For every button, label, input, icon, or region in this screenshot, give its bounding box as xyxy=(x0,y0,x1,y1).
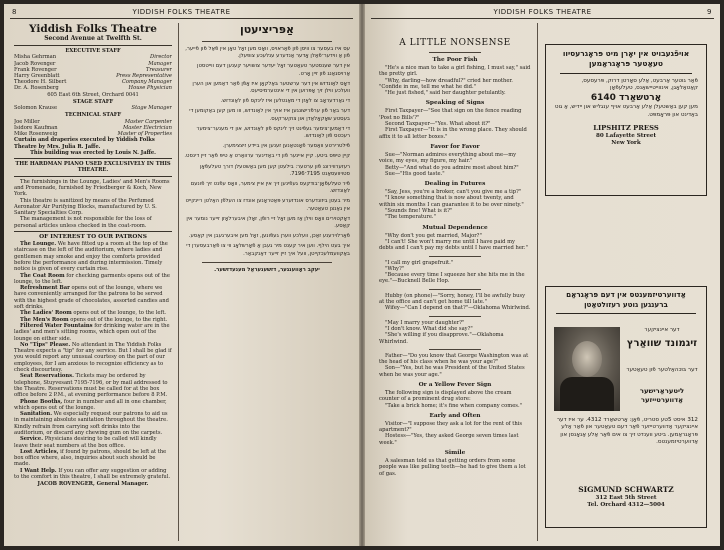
divider xyxy=(14,176,172,177)
ad-person-name: SIGMUND SCHWARTZ xyxy=(578,485,674,494)
joke-heading: Early and Often xyxy=(429,412,481,419)
ad-phone-yiddish: אָרטשאַרד 6140 xyxy=(590,93,662,104)
staff-name: Jacob Rovenger xyxy=(14,60,56,67)
joke-divider xyxy=(429,316,481,317)
joke-line: Sue—"His good taste." xyxy=(385,170,445,177)
patron-item-lead: Seat Reservations. xyxy=(20,373,74,380)
joke-line: "I know something that is now about twenty, and within six months I can guarantee it to be over ninety." xyxy=(379,195,524,208)
staff-role: Treasurer xyxy=(145,66,172,73)
ad-yiddish-body: 312 איסט 5טע סטריט, פֿאָן: אָרטשאַרד 4312. ער איז דער איינציקער אַדווערטייזער פֿאַר דעם טעאַטער און פֿאַר אַלע פּראָגראַמען. ביטע ווענדט זיך צו אים פֿאַר אַלע אַנאָנסן און אַדווערטיזמענטס. xyxy=(556,417,698,446)
patron-item-text: If you can offer any suggestion or adding to the comfort in this theatre, I shall be extremely grateful. xyxy=(14,467,171,481)
patron-item-text: We have fitted up a room at the top of the staircase on the left of the auditorium, where ladies and gentlemen may smoke and enjoy the comforts provided before the performance and during intermission. Timely notice is given of every curtain rise. xyxy=(14,241,168,273)
portrait-body xyxy=(560,377,614,411)
patron-item-text: opens out of the lounge, to the right. xyxy=(70,316,168,323)
patron-item-lead: The Ladies' Room xyxy=(20,310,72,317)
nonsense-column xyxy=(379,23,531,543)
patron-item-lead: Service. xyxy=(20,436,44,443)
divider xyxy=(556,313,696,314)
staff-name: Mike Rosenweig xyxy=(14,131,58,138)
yiddish-paragraphs xyxy=(184,46,350,258)
joke-line: Hubby (on phone)—"Sorry, honey, I'll be awfully busy at the office and can't get home till late." xyxy=(379,292,526,306)
patron-item-text: if found by patrons, should be left at the box office where, also, inquiries about such should be made. xyxy=(14,448,167,468)
joke-line: "I don't know. What did she say?" xyxy=(385,325,473,332)
staff-name: Isidore Kaufman xyxy=(14,124,58,131)
english-column xyxy=(14,23,172,543)
patron-item xyxy=(14,373,172,398)
joke-line: Hostess—"Yes, they asked George seven times last week." xyxy=(379,433,519,446)
ad-yiddish-headline: אַדווערטיזמענטס אין דעם פּראָגראַם ברענגען גוטע רעזולטאַטן xyxy=(566,290,686,309)
joke-line: Second Taxpayer—"Yes. What about it?" xyxy=(385,121,491,128)
joke-heading: Dealing in Futures xyxy=(424,181,486,188)
joke-line: "I can't! She won't marry me until I have paid my debts and I can't pay my debts until I have married her." xyxy=(379,238,528,252)
yiddish-paragraph: די דאַמען־צימער געפֿינט זיך לינקס פֿון לאַונדזש, און די מענער־צימער רעכטס פֿון לאַונדזש. xyxy=(196,125,350,140)
patron-item-text: Physicians desiring to be called will kindly leave their seat numbers at the box office. xyxy=(14,436,157,449)
yiddish-paragraph: דאָקטוירים וואָס ווילן אַז מען זאָל זיי רופֿן, זאָלן איבערלאָזן זייער נומער אין קאַסע. xyxy=(186,215,350,230)
ad-yiddish-sub: דער איינציקער xyxy=(644,327,680,333)
joke-divider xyxy=(429,256,481,257)
left-page xyxy=(4,4,359,546)
patron-item-lead: The Coat Room xyxy=(20,272,65,279)
joke-heading: Favor for Favor xyxy=(430,143,480,150)
patron-item-lead: Phone Booths, xyxy=(20,398,63,405)
ad-yiddish-name: זיגמונד שוואַרץ xyxy=(626,338,698,349)
lipshitz-press-ad xyxy=(545,44,707,196)
credits: Curtain and draperies executed by Yiddish Folks Theatre by Mrs. Julia R. Jaffe. xyxy=(14,137,155,150)
joke-heading: Simile xyxy=(444,450,466,457)
staff-name: Harry Greenblatt xyxy=(14,72,60,79)
yiddish-paragraph: עס איז בעסער צו וויסן פֿון פֿאַראויס, וואָס מען זאָל טאָן אין פֿאַל פֿון פֿייער, פֿון אַ ווידער־פֿאַלן אָדער אַנדערע ענלעכע צופעלן. xyxy=(185,46,350,60)
yiddish-paragraph: אין דער שענסטער טעאַטער זאָל יעדער צושויער קענען דעם ווייטסטן אַרויסגאַנג פֿון זיין אָרט. xyxy=(197,63,350,77)
divider xyxy=(14,231,172,232)
physician-address: 605 East 6th Street, Orchard 0041 xyxy=(47,91,139,98)
piano-notice: THE HARDMAN PIANO USED EXCLUSIVELY IN THIS THEATRE. xyxy=(15,161,171,174)
right-page xyxy=(365,4,720,546)
yiddish-column xyxy=(184,23,350,543)
management-notice: The management is not responsible for the loss of personal articles unless checked in the coat-room. xyxy=(14,216,152,229)
joke-divider xyxy=(429,289,481,290)
sanitizing-notice: This theatre is sanitized by means of the Perfumed Aeronator Air Purifying Blocks, manufactured by U. S. Sanitary Specialties Corp. xyxy=(14,197,157,217)
patron-item-text: for drinking water are in the ladies' and men's sitting rooms, which open out of the lounge on either side. xyxy=(14,322,170,342)
staff-role: Master Carpenter xyxy=(124,118,172,125)
staff-name: Misha Gehrman xyxy=(14,54,57,61)
patron-item xyxy=(14,342,172,373)
divider xyxy=(560,73,692,74)
patron-item xyxy=(14,449,172,468)
patron-item-text: for checking garments opens out of the lounge, to the left. xyxy=(14,272,170,285)
joke-line: "The temperature." xyxy=(385,214,436,221)
staff-role: Master Electrician xyxy=(123,124,172,131)
ad-street: 312 East 5th Street xyxy=(595,495,657,501)
joke-line: "Why don't you get married, Major?" xyxy=(385,232,482,239)
technical-staff-list xyxy=(14,119,172,138)
portrait-photo xyxy=(554,327,620,411)
ad-yiddish-headline: אויפֿגעבויט אין יאָרן מיט פּראָגרעסיוו טעאַטער פּראָגראַמען xyxy=(562,49,690,68)
patron-item-text: opens out of the lounge, where we have conveniently arranged for the patrons to be served with the highest grade of chocolates, assorted candies and soft drinks. xyxy=(14,285,169,311)
joke-line: Visitor—"I suppose they ask a lot for the rent of this apartment?" xyxy=(379,420,523,434)
joke-line: Sue—"Norman admires everything about me—my voice, my eyes, my figure, my hair." xyxy=(379,151,517,165)
building-credit: This building was erected by Louis N. Jaffe. xyxy=(30,149,156,156)
patrons-heading: OF INTEREST TO OUR PATRONS xyxy=(39,234,147,241)
patron-item-lead: No "Tips" Please. xyxy=(20,341,71,348)
joke-line: First Taxpayer—"It is in the wrong place. They should affix it to all letter boxes." xyxy=(379,127,527,140)
patron-item-text: We especially request our patrons to aid us in maintaining absolute sanitation throughout the theatre. Kindly refrain from carrying soft drinks into the auditorium, or discard any chewing gum on the carpets. xyxy=(14,411,168,436)
staff-role: Company Manager xyxy=(121,79,172,86)
yiddish-paragraph: די גאַרדעראָב צו לאָזן די מאַנטלען איז לינקס פֿון לאַונדזש. xyxy=(220,98,350,105)
yiddish-paragraph: דער באַר פֿון ערפֿרישונגען איז אויך אין לאַונדזש, ווו מען קען באַקומען די בעסטע שאָקאָלאַדן און צוקערקעס. xyxy=(189,108,350,122)
staff-role: Manager xyxy=(148,60,172,67)
joke-line: "Take a brick home; it's fine when company comes." xyxy=(385,402,522,409)
divider xyxy=(14,45,172,46)
patron-item-text: Tickets may be ordered by telephone, Stuyvesant 7195-7196, or by mail addressed to the Theatre. Reservations must be called for at the box office before 2 P.M., at evening performance before 8 P.M. xyxy=(14,373,168,399)
executive-staff-heading: EXECUTIVE STAFF xyxy=(65,48,121,54)
ad-yiddish-body: פֿאַר גוטער אַרבעט, אַלע סאָרטן דרוק, פּרעסעס, קאַטאַלאָגן, אינווייטיישאַנס, טעלעפֿאָן xyxy=(581,78,698,92)
ad-city: New York xyxy=(611,139,641,146)
joke-line: "May I marry your daughter?" xyxy=(385,319,465,326)
yiddish-paragraph: פֿיר טעלעפֿאָן־בודקעס געפֿינען זיך אין איין צימער, וואָס עפֿנט זיך פֿונעם לאַונדזש. xyxy=(190,181,350,195)
staff-role: Master of Properties xyxy=(117,131,172,138)
patron-item xyxy=(14,323,172,342)
patron-item xyxy=(14,399,172,412)
divider xyxy=(429,52,481,53)
staff-role: House Physician xyxy=(128,85,172,92)
ad-yiddish-role-2: ליטעראַרישער אַדווערטייזער xyxy=(639,387,685,404)
joke-line: Son—"Yes, but he was President of the United States when he was your age." xyxy=(379,365,525,378)
joke-heading: Or a Yellow Fever Sign xyxy=(418,381,492,388)
staff-role: Stage Manager xyxy=(131,105,172,112)
yiddish-paragraph: קיין טיפּס ביטע. קיין איינער פֿון די באַדינער ערוואַרט אַ טיפּ פֿאַר זיין דינסט. xyxy=(184,153,350,160)
staff-role: Director xyxy=(150,54,172,61)
patron-item xyxy=(14,411,172,436)
executive-staff-list xyxy=(14,54,172,91)
header-rule xyxy=(10,18,353,19)
joke-divider xyxy=(429,349,481,350)
joke-line: "He's a nice man to take a girl fishing, I must say," said the pretty girl. xyxy=(379,65,531,78)
theatre-address: Second Avenue at Twelfth St. xyxy=(44,35,142,42)
jokes-list xyxy=(379,57,531,477)
patron-item-lead: Filtered Water Fountains xyxy=(20,322,93,329)
yiddish-paragraph: פֿאַרלוירענע זאַכן, וועלכע ווערן געפֿונען, זאָל מען איבערגעבן אין קאַסע. xyxy=(188,233,350,240)
joke-line: "Sounds fine! What is it?" xyxy=(385,208,453,215)
yiddish-paragraph: דאָס לאַונדזש אין דער ערשטער בּאַלקאָן איז אָפֿן פֿאַר דאַמען און הערן וועלכע ווילן זיך אָפּרוען אין די אינטערמיסיעס. xyxy=(192,80,350,95)
divider xyxy=(202,262,332,263)
theatre-name: Yiddish Folks Theatre xyxy=(29,23,157,35)
joke-line: A salesman told us that getting orders from some people was like pulling teeth—he had to give them a lot of gas. xyxy=(379,458,526,477)
joke-line: "She's willing if you disapprove."—Oklahoma Whirlwind. xyxy=(379,332,504,345)
joke-heading: Speaking of Signs xyxy=(425,100,485,107)
patron-item-lead: I Want Help. xyxy=(20,467,57,474)
ad-yiddish-tail: מען קען באַשטעלן אַלע אַרבעט אויף ענגליש און יידיש, אַ גוט באַדינט און פּראָמפּט. xyxy=(554,104,698,118)
yiddish-paragraph: מיר בעטן ביזונדערס אונדזערע פּאַטראָנען אונדז צו העלפֿן האַלטן ריינקייט אין גאַנצן טעאַטער. xyxy=(185,198,350,212)
staff-name: Theodore H. Silbert xyxy=(14,79,67,86)
column-separator xyxy=(537,23,538,541)
patron-item-lead: The Lounge. xyxy=(20,241,57,248)
ad-street: 80 Lafayette Street xyxy=(595,132,657,139)
patron-item xyxy=(14,241,172,272)
patron-item-lead: Sanitation. xyxy=(20,411,53,418)
manager-signature: JACOB ROVENGER, General Manager. xyxy=(37,481,149,488)
patron-item xyxy=(14,273,172,286)
yiddish-title: אַפּריציעטן xyxy=(239,23,295,36)
joke-line: Betty—"And what do you admire most about him?" xyxy=(385,164,519,171)
patron-item-text: four in number and all in one chamber, which opens out of the lounge. xyxy=(14,398,167,411)
yiddish-paragraph: רעזערווירונג פֿון ערטער: בילעטן קען מען באַשטעלן דורך טעלעפֿאָן סטויוועסאַנט 7195־7196. xyxy=(199,163,350,177)
joke-line: "Say, Jess, you're a broker, can't you give me a tip?" xyxy=(385,189,522,196)
patron-item-text: No attendant in The Yiddish Folks Theatre expects a "tip" for any service. But I shall be glad if you would report any unusual courtesy on the part of our employees, for I am anxious to recognize efficiency as to check discourtesy. xyxy=(14,341,172,374)
ad-phone: Tel. Orchard 4312—5004 xyxy=(587,502,665,508)
ad-company-name: LIPSHITZ PRESS xyxy=(593,123,659,132)
joke-heading: Mutual Dependence xyxy=(422,224,488,231)
joke-line: "Because every time I squeeze her she hits me in the eye."—Bucknell Belle Hop. xyxy=(379,272,525,285)
page-number: 9 xyxy=(707,8,712,16)
stage-staff-list xyxy=(14,105,172,111)
joke-heading: The Poor Fish xyxy=(432,57,478,63)
page-number: 8 xyxy=(12,8,17,16)
yiddish-signature: יעקב ראָווענגער, דזשענעראַל מענעדזשער. xyxy=(214,266,320,273)
patron-item xyxy=(14,468,172,481)
staff-name: Frank Rovenger xyxy=(14,66,57,73)
technical-staff-heading: TECHNICAL STAFF xyxy=(64,112,122,119)
joke-line: Father—"Do you know that George Washington was at the head of his class when he was your age?" xyxy=(379,352,529,366)
nonsense-title: A LITTLE NONSENSE xyxy=(399,38,511,48)
divider xyxy=(202,41,332,42)
patron-item-lead: The Men's Room xyxy=(20,316,69,323)
staff-name: Dr. A. Rosenberg xyxy=(14,85,59,92)
staff-name: Joe Miller xyxy=(14,118,40,125)
sigmund-schwartz-ad xyxy=(545,286,707,528)
running-head-title: YIDDISH FOLKS THEATRE xyxy=(132,8,231,16)
running-head-title: YIDDISH FOLKS THEATRE xyxy=(493,8,592,16)
joke-line: "Why?" xyxy=(385,265,405,272)
joke-line: "I call my girl grapefruit." xyxy=(385,259,454,266)
furnishings-notice: The furnishings in the Lounge, Ladies' and Men's Rooms and Promenade, furnished by Friedberger & Koch, New York. xyxy=(14,178,170,198)
joke-line: Wifey—"Can I depend on that?"—Oklahoma Whirlwind. xyxy=(385,305,531,312)
yiddish-paragraph: איך בעט הילף. ווען איר קענט מיר געבן אַ פֿאָרשלאָג ווי צו פֿאַרבעסערן די באַקוועמלעכקייטן, וועל איך זיין זייער דאַנקבאַר. xyxy=(186,243,350,257)
patron-item-text: opens out of the lounge, to the left. xyxy=(73,310,167,317)
joke-line: "He just fished," said her daughter petulantly. xyxy=(385,90,506,97)
header-rule xyxy=(371,18,714,19)
portrait-face xyxy=(572,341,602,377)
divider xyxy=(14,158,172,159)
patron-item xyxy=(14,285,172,310)
joke-line: First Taxpayer—"See that sign on the fence reading 'Post no Bills'?" xyxy=(379,108,522,121)
patron-item-lead: Lost Articles, xyxy=(20,448,59,455)
patron-item xyxy=(14,436,172,449)
staff-role: Press Representative xyxy=(116,72,172,79)
stage-staff-heading: STAGE STAFF xyxy=(72,98,114,105)
staff-row xyxy=(14,105,172,111)
yiddish-paragraph: פֿילטרירטע וואַסער פֿאָנטאַנען זענען אין ביידע זיצצימערן. xyxy=(222,143,350,150)
joke-line: The following sign is displayed above the cream counter of a prominent drug store: xyxy=(379,389,512,403)
patron-item-lead: Refreshment Bar xyxy=(20,285,70,292)
program-spread xyxy=(4,4,720,546)
ad-yiddish-role: דער בּוּכהאַלטער פֿון טעאַטער xyxy=(626,367,698,373)
column-separator xyxy=(178,23,179,541)
patrons-list xyxy=(14,241,172,480)
joke-line: "Why, darling—how dreadful?" cried her mother. "Confide in me, tell me what he did." xyxy=(379,77,513,90)
staff-name: Solomon Krause xyxy=(14,105,58,112)
